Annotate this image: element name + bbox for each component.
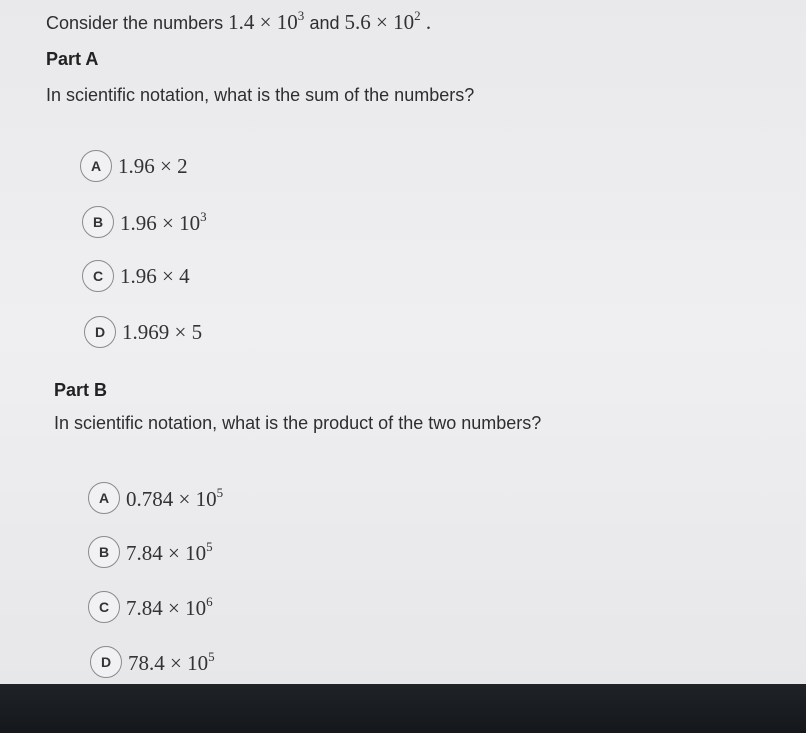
option-letter-badge[interactable]: C [88, 591, 120, 623]
option-letter-badge[interactable]: D [84, 316, 116, 348]
part-b-option-d[interactable] [90, 645, 215, 679]
option-value: $0.784 \times 10^5$ [126, 484, 224, 511]
part-b-option-b[interactable] [88, 535, 213, 569]
option-value: 1.96 × 2 [118, 153, 188, 178]
part-b-option-a[interactable] [88, 481, 223, 515]
question-stem [46, 8, 431, 35]
part-b-title: Part B [54, 380, 108, 400]
question-prefix: Consider the numbers [46, 13, 224, 33]
question-conjunction: and [309, 13, 340, 33]
number-1: $1.4 \times 10^3$ [228, 8, 305, 34]
option-value: $7.84 \times 10^6$ [126, 593, 213, 620]
part-a-title: Part A [46, 49, 99, 69]
option-letter-badge[interactable]: C [82, 260, 114, 292]
option-letter-badge[interactable]: A [88, 482, 120, 514]
option-value: 1.969 × 5 [122, 319, 203, 344]
part-a-option-b[interactable] [82, 205, 207, 239]
part-a-option-a[interactable] [80, 149, 188, 183]
part-a-option-d[interactable] [84, 315, 202, 349]
option-letter-badge[interactable]: A [80, 150, 112, 182]
option-letter-badge[interactable]: D [90, 646, 122, 678]
option-value: 1.96 × 4 [120, 263, 190, 288]
part-b-option-c[interactable] [88, 590, 213, 624]
number-2: $5.6 \times 10^2$ [344, 8, 421, 34]
screen-bezel [0, 684, 806, 733]
part-a-option-c[interactable] [82, 259, 190, 293]
option-letter-badge[interactable]: B [82, 206, 114, 238]
option-value: $78.4 \times 10^5$ [128, 648, 215, 675]
part-b-prompt: In scientific notation, what is the product of the two numbers? [54, 413, 542, 433]
question-period: . [425, 10, 432, 34]
option-letter-badge[interactable]: B [88, 536, 120, 568]
option-value: $7.84 \times 10^5$ [126, 538, 213, 565]
option-value: $1.96 \times 10^3$ [120, 208, 207, 235]
part-a-prompt: In scientific notation, what is the sum of the numbers? [46, 85, 475, 105]
